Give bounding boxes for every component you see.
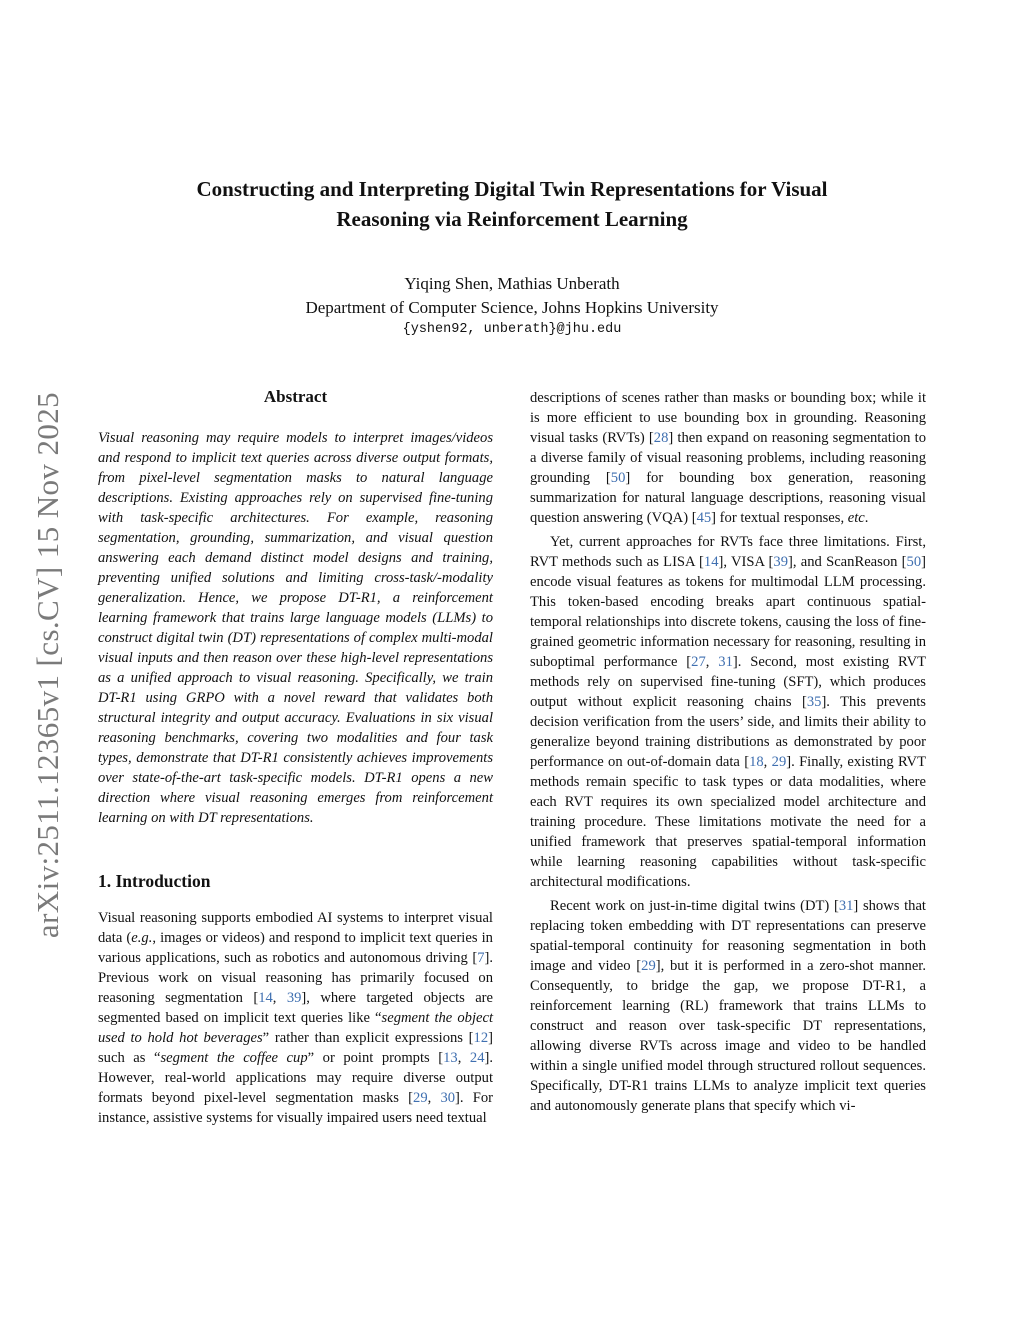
body-paragraph-2: Yet, current approaches for RVTs face three limitations. First, RVT methods such as LISA [14], VISA [39], and ScanReason [50] encode visual features as tokens for multimodal LLM processing. This token-based encoding breaks apart continuous spatial-temporal relationships into discrete tokens, causing the loss of fine-grained geometric information necessary for reasoning, resulting in suboptimal performance [27, 31]. Second, most existing RVT methods rely on supervised fine-tuning (SFT), which produces output without explicit reasoning chains [35]. This prevents decision verification from the users’ side, and limits their ability to generalize beyond training distributions as demonstrated by poor performance on out-of-domain data [18, 29]. Finally, existing RVT methods remain specific to task types or data modalities, where each RVT requires its own specialized model architecture and training procedure. These limitations motivate the need for a unified framework that preserves spatial-temporal information while learning reasoning capabilities without task-specific architectural modifications. (530, 534, 927, 890)
citation-link[interactable]: 28 (653, 430, 669, 446)
citation-link[interactable]: 14 (703, 554, 719, 570)
citation-link[interactable]: 31 (718, 654, 733, 670)
citation-link[interactable]: 39 (773, 554, 788, 570)
citation-link[interactable]: 30 (440, 1090, 456, 1106)
author-names: Yiqing Shen, Mathias Unberath (404, 274, 620, 293)
author-block (100, 272, 924, 320)
citation-link[interactable]: 29 (413, 1090, 428, 1106)
title-line-2: Reasoning via Reinforcement Learning (336, 207, 688, 231)
citation-link[interactable]: 29 (641, 958, 656, 974)
citation-link[interactable]: 18 (749, 754, 764, 770)
title-line-1: Constructing and Interpreting Digital Twin Representations for Visual (196, 177, 828, 201)
citation-link[interactable]: 7 (477, 950, 485, 966)
left-column (98, 386, 493, 1128)
arxiv-stamp (24, 370, 72, 960)
paper-title (100, 174, 924, 234)
citation-link[interactable]: 27 (691, 654, 706, 670)
introduction-heading: 1. Introduction (98, 871, 211, 891)
abstract-text: Visual reasoning may require models to interpret images/videos and respond to implicit text queries across diverse output formats, from pixel-level segmentation masks to natural language descriptions. Existing approaches rely on supervised fine-tuning with task-specific architectures. For example, reasoning segmentation, grounding, summarization, and visual question answering each demand distinct model designs and training, preventing unified solutions and limiting cross-task/-modality generalization. Hence, we propose DT-R1, a reinforcement learning framework that trains large language models (LLMs) to construct digital twin (DT) representations of complex multi-modal visual inputs and then reason over these high-level representations as a unified approach to visual reasoning. Specifically, we train DT-R1 using GRPO with a novel reward that validates both structural integrity and output accuracy. Evaluations in six visual reasoning benchmarks, covering two modalities and four task types, demonstrate that DT-R1 consistently achieves improvements over state-of-the-art task-specific models. DT-R1 opens a new direction where visual reasoning emerges from reinforcement learning on with DT representations. (98, 430, 493, 826)
right-column (530, 388, 926, 1116)
author-email: {yshen92, unberath}@jhu.edu (402, 322, 622, 337)
citation-link[interactable]: 35 (806, 694, 822, 710)
citation-link[interactable]: 31 (838, 898, 854, 914)
body-paragraph-1: descriptions of scenes rather than masks or bounding box; while it is more efficient to use bounding box in grounding. Reasoning visual tasks (RVTs) [28] then expand on reasoning segmentation to a diverse family of visual reasoning problems, including reasoning grounding [50] for bounding box generation, reasoning summarization for natural language descriptions, reasoning visual question answering (VQA) [45] for textual responses, etc. (530, 390, 926, 526)
body-paragraph-3: Recent work on just-in-time digital twins (DT) [31] shows that replacing token embedding with DT representations can preserve spatial-temporal continuity for reasoning segmentation in both image and video [29], but it is performed in a zero-shot manner. Consequently, to bridge the gap, we propose DT-R1, a reinforcement learning (RL) framework that trains LLMs to construct and reason over task-specific DT representations, allowing diverse RVTs across image and video to be handled within a single unified model through structured rollout sequences. Specifically, DT-R1 trains LLMs to analyze implicit text queries and autonomously generate plans that specify which vi- (530, 898, 926, 1114)
affiliation: Department of Computer Science, Johns Hopkins University (305, 298, 719, 317)
citation-link[interactable]: 39 (286, 990, 302, 1006)
introduction-paragraph: Visual reasoning supports embodied AI systems to interpret visual data (e.g., images or videos) and respond to implicit text queries in various applications, such as robotics and autonomous driving [7]. Previous work on visual reasoning has primarily focused on reasoning segmentation [14, 39], where targeted objects are segmented based on implicit text queries like “segment the object used to hold hot beverages” rather than explicit expressions [12] such as “segment the coffee cup” or point prompts [13, 24]. However, real-world applications may require diverse output formats beyond pixel-level segmentation masks [29, 30]. For instance, assistive systems for visually impaired users need textual (98, 910, 494, 1126)
arxiv-stamp-text: arXiv:2511.12365v1 [cs.CV] 15 Nov 2025 (30, 391, 66, 939)
citation-link[interactable]: 13 (443, 1050, 458, 1066)
citation-link[interactable]: 29 (771, 754, 787, 770)
abstract-heading: Abstract (263, 387, 328, 406)
citation-link[interactable]: 50 (906, 554, 922, 570)
citation-link[interactable]: 14 (258, 990, 273, 1006)
citation-link[interactable]: 50 (610, 470, 626, 486)
citation-link[interactable]: 45 (696, 510, 712, 526)
citation-link[interactable]: 24 (469, 1050, 485, 1066)
citation-link[interactable]: 12 (473, 1030, 489, 1046)
